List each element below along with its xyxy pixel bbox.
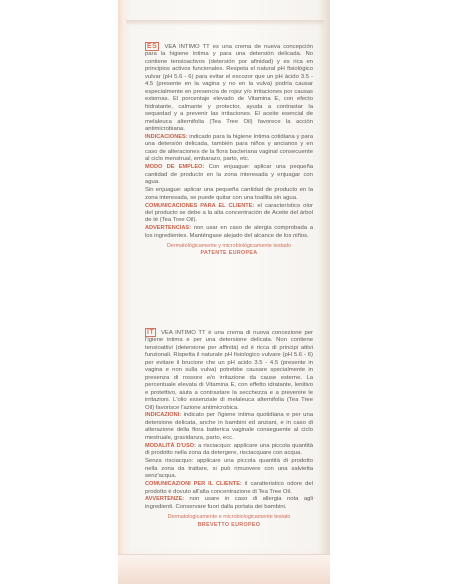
es-communications-label: COMUNICACIONES PARA EL CLIENTE: xyxy=(145,202,255,209)
es-patent-line: PATENTE EUROPEA xyxy=(200,250,258,257)
es-warnings-label: ADVERTENCIAS: xyxy=(145,225,191,232)
es-communications-text: el característico olor del producto se debe a la alta concentración de Aceite del árbol de té (Tea Tree Oil). xyxy=(145,202,313,224)
it-tested-line: Dermatologicamente e microbiologicamente testato xyxy=(167,514,291,521)
it-indications-label: INDICAZIONI: xyxy=(145,412,182,419)
package-bottom-flap xyxy=(118,554,330,584)
es-warnings xyxy=(145,225,313,240)
it-warnings-text: non usare in caso di allergia nota agli ingredienti. Conservare fuori dalla portata dei bambini. xyxy=(145,496,313,510)
it-language-badge: IT xyxy=(147,329,155,336)
es-intro xyxy=(145,42,313,133)
es-indications-label: INDICACIONES: xyxy=(145,133,188,140)
es-tested-line: Dermatológicamente y microbiológicamente testado xyxy=(166,243,292,250)
es-communications xyxy=(145,203,313,225)
package-left-edge xyxy=(118,0,128,584)
es-usage xyxy=(145,164,313,186)
it-indications-text: indicato per l'igiene intima quotidiana e per una detersione delicata, anche in bambini ed anziani, e in caso di alterazione della flora batterica vaginale conseguente al ciclo mestruale, gravidanza, parto, ecc. xyxy=(145,412,313,441)
es-usage-text: Con enjuague: aplicar una pequeña cantidad de producto en la zona interesada y enjuagar con agua. xyxy=(145,164,313,186)
es-certification-note xyxy=(145,243,313,257)
it-usage xyxy=(145,443,313,458)
it-usage-text: a risciacquo: applicare una piccola quantità di prodotto nella zona da detergere, risciacquare con acqua. xyxy=(145,442,313,457)
it-usage-2: Senza risciacquo: applicare una piccola quantità di prodotto nella zona da trattare, si può rimuovere con una salvietta senz'acqua. xyxy=(145,458,313,480)
italian-text-block xyxy=(145,328,313,529)
es-language-badge: ES xyxy=(147,43,158,50)
it-warnings-label: AVVERTENZE: xyxy=(145,496,185,503)
it-communications-text: il caratteristico odore del prodotto è dovuto all'alta concentrazione di Tea Tree Oil. xyxy=(145,481,313,495)
it-patent-line: BREVETTO EUROPEO xyxy=(197,521,261,528)
it-communications xyxy=(145,481,313,496)
it-intro xyxy=(145,328,313,412)
it-communications-label: COMUNICAZIONI PER IL CLIENTE: xyxy=(145,481,242,488)
es-indications-text: indicado para la higiene íntima cotidiana y para una detersión delicada, también para niños y ancianos y en caso de alteraciones de la flora bacteriana vaginal consecuente al ciclo menstrual, embarazo, parto, etc. xyxy=(145,133,313,163)
es-intro-text: VEA INTIMO TT es una crema de nueva concepción para la higiene íntima y para una detersión delicada. No contiene tensioactivos (detersión por afinidad) y es rica en principios activos funcionales. Respeta el natural pH fisiológico vulvar (pH 5.6 - 6) para evitar el escozor que un pH ácido 3.5 - 4.5 (presente en la vagina y no en la vulva) podría causar especialmente en presencia de rojez y/o irritaciones por causas externas. El porcentaje elevado de Vitamina E, con efecto hidratante, calmante y protector, ayuda a contrastar la sequedad y a prevenir las irritaciones. El aceite esencial de melaleuca alternifolia (Tea Tree Oil) favorece la acción antimicrobiana. xyxy=(145,44,313,132)
it-indications xyxy=(145,412,313,442)
es-warnings-text: non usar en caso de alergia comprobada a los ingredientes. Manténgase alejado del alcance de los niños. xyxy=(145,225,313,239)
es-usage-label: MODO DE EMPLEO: xyxy=(145,164,205,171)
it-usage-label: MODALITÀ D'USO: xyxy=(145,442,196,449)
spanish-text-block xyxy=(145,42,313,258)
it-warnings xyxy=(145,496,313,511)
package-top-fold xyxy=(126,20,324,26)
it-intro-text: VEA INTIMO TT è una crema di nuova concezione per l'igiene intima e per una detersione delicata. Non contiene tensioattivi (detersione per affinità) ed è ricca di principi attivi funzionali. Rispetta il naturale pH fisiologico vulvare (pH 5.6 - 6) per evitare il bruciore che un pH acido 3.5 - 4.5 (presente in vagina e non sulla vulva) potrebbe causare specialmente in presenza di rossore e/o irritazione da cause esterne. La percentuale elevata di Vitamina E, con effetto idratante, lenitivo e protettivo, aiuta a contrastare la secchezza e a prevenire le irritazioni. L'olio essenziale di melaleuca alternifolia (Tea Tree Oil) favorisce l'azione antimicrobica. xyxy=(145,330,313,411)
it-certification-note xyxy=(145,514,313,528)
es-usage-2: Sin enjuague: aplicar una pequeña cantidad de producto en la zona interesada, se puede quitar con una toallita sin agua. xyxy=(145,187,313,201)
package-right-edge xyxy=(320,0,330,584)
es-indications xyxy=(145,134,313,164)
